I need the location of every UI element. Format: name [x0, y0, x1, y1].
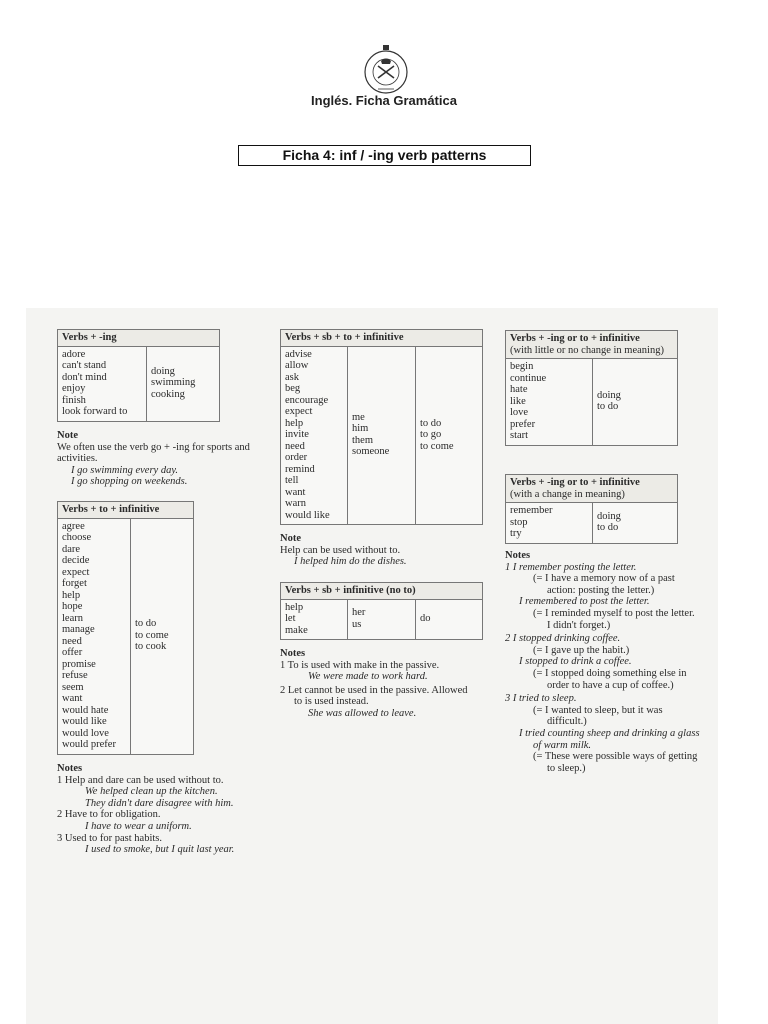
object: them [352, 434, 373, 446]
example-list [146, 347, 199, 421]
notes-change-in-meaning [505, 550, 700, 774]
verb: begin [510, 361, 534, 372]
example: to do [597, 401, 619, 413]
note-line: 1 Help and dare can be used without to. [57, 774, 224, 786]
verb: remind [285, 463, 315, 475]
verb: try [510, 528, 522, 539]
verb: need [285, 440, 305, 452]
note-example: I go swimming every day. [71, 464, 179, 476]
verb: encourage [285, 394, 329, 406]
object: us [352, 618, 362, 630]
example: to do [135, 618, 157, 630]
example: to come [420, 440, 454, 452]
note-heading: Note [280, 533, 301, 544]
verb: would prefer [62, 739, 116, 750]
table-ing-or-to-change [505, 474, 678, 544]
verb: order [285, 452, 308, 463]
verb: refuse [62, 670, 88, 681]
note-example: I tried counting sheep and drinking a glass [519, 727, 700, 739]
note-line: (= These were possible ways of getting [533, 751, 698, 763]
example-list [130, 519, 173, 754]
example: doing [151, 365, 175, 377]
notes-sb-infinitive [280, 648, 468, 720]
document-title: Inglés. Ficha Gramática [311, 93, 457, 108]
verb: prefer [510, 418, 536, 430]
table-ing-or-to-little-change [505, 330, 678, 446]
table-title: Verbs + sb + to + infinitive [281, 330, 482, 347]
note-example: I remembered to post the letter. [519, 596, 650, 608]
example-list [592, 503, 625, 543]
verb-list [281, 600, 347, 640]
verb: look forward to [62, 406, 128, 417]
note-example: 1 I remember posting the letter. [505, 561, 637, 573]
example-list [592, 359, 625, 445]
verb: need [62, 635, 82, 647]
ficha-title: Ficha 4: inf / -ing verb patterns [238, 145, 531, 166]
note-example: I have to wear a uniform. [85, 820, 192, 832]
example: to do [420, 417, 442, 429]
object: me [352, 411, 365, 423]
verb-list [58, 347, 146, 421]
example: to go [420, 429, 442, 440]
note-example: I go shopping on weekends. [71, 476, 188, 488]
table-verbs-sb-to-infinitive [280, 329, 483, 525]
note-line: order to have a cup of coffee.) [547, 679, 674, 691]
verb: like [510, 395, 526, 407]
note-line: 2 Let cannot be used in the passive. Allowed [280, 684, 468, 696]
verb: hate [510, 384, 528, 395]
verb: hope [62, 601, 83, 612]
table-title: Verbs + -ing or to + infinitive [510, 477, 640, 488]
note-line: difficult.) [547, 716, 587, 728]
verb: remember [510, 505, 553, 516]
verb: continue [510, 372, 547, 384]
table-header [506, 475, 677, 503]
note-line: 3 Used to for past habits. [57, 832, 162, 844]
example-list [415, 347, 458, 525]
verb: start [510, 430, 529, 441]
note-line: I didn't forget.) [547, 619, 611, 631]
table-title: Verbs + sb + infinitive (no to) [281, 583, 482, 600]
table-subtitle: (with a change in meaning) [510, 488, 625, 500]
verb: make [285, 624, 308, 636]
note-go-ing [57, 430, 250, 488]
note-line: 1 To is used with make in the passive. [280, 659, 440, 671]
object-list [347, 347, 415, 525]
verb: help [285, 417, 304, 429]
note-line: to is used instead. [294, 696, 369, 708]
verb: help [62, 589, 81, 601]
note-example: I helped him do the dishes. [294, 556, 407, 568]
school-seal-logo [352, 42, 420, 98]
note-example: of warm milk. [533, 739, 592, 751]
example: to do [597, 522, 619, 534]
note-example: We were made to work hard. [308, 671, 428, 683]
example: swimming [151, 377, 196, 389]
notes-to-infinitive [57, 763, 234, 856]
example: do [420, 613, 431, 624]
verb-list [58, 519, 130, 754]
verb-list [281, 347, 347, 525]
notes-heading: Notes [57, 763, 83, 774]
note-example: I stopped to drink a coffee. [519, 656, 632, 668]
verb: expect [285, 406, 313, 417]
note-example: 3 I tried to sleep. [505, 693, 577, 705]
verb: love [510, 407, 529, 418]
note-line: We often use the verb go + -ing for sports and [57, 441, 250, 453]
verb: want [62, 693, 83, 704]
verb: expect [62, 566, 90, 578]
table-verbs-sb-infinitive [280, 582, 483, 640]
verb-list [506, 359, 592, 445]
note-line: (= I have a memory now of a past [533, 573, 675, 585]
notes-heading: Notes [505, 550, 531, 561]
verb: beg [285, 383, 301, 394]
verb: don't mind [62, 371, 107, 383]
example-list [415, 600, 435, 640]
verb: tell [285, 475, 299, 486]
verb: finish [62, 394, 86, 406]
note-line: action: posting the letter.) [547, 584, 655, 596]
note-example: They didn't dare disagree with him. [85, 797, 234, 809]
note-heading: Note [57, 430, 78, 441]
verb: advise [285, 348, 312, 360]
note-line: (= I stopped doing something else in [533, 667, 687, 679]
verb: decide [62, 555, 90, 566]
table-title: Verbs + to + infinitive [58, 502, 193, 519]
verb: would hate [62, 704, 109, 716]
verb: forget [62, 578, 87, 589]
example: doing [597, 389, 621, 401]
example: cooking [151, 388, 185, 400]
verb: adore [62, 348, 86, 360]
note-example: 2 I stopped drinking coffee. [505, 633, 621, 645]
note-line: (= I wanted to sleep, but it was [533, 704, 663, 716]
verb: would like [285, 509, 330, 521]
note-help [280, 533, 407, 568]
object-list [347, 600, 415, 640]
example: to come [135, 629, 169, 641]
verb: dare [62, 543, 81, 555]
verb: enjoy [62, 383, 86, 394]
notes-heading: Notes [280, 648, 306, 659]
table-verbs-ing [57, 329, 220, 422]
table-header [506, 331, 677, 359]
note-line: (= I gave up the habit.) [533, 644, 630, 656]
note-line: (= I reminded myself to post the letter. [533, 607, 695, 619]
table-subtitle: (with little or no change in meaning) [510, 344, 664, 356]
verb: can't stand [62, 360, 107, 371]
example: doing [597, 510, 621, 522]
verb: offer [62, 647, 83, 658]
note-line: to sleep.) [547, 762, 586, 774]
object: someone [352, 446, 390, 458]
verb: promise [62, 658, 96, 670]
example: to cook [135, 641, 167, 653]
verb: invite [285, 429, 309, 440]
table-title: Verbs + -ing [58, 330, 219, 347]
verb: seem [62, 681, 84, 693]
note-line: 2 Have to for obligation. [57, 809, 161, 821]
verb-list [506, 503, 592, 543]
verb: manage [62, 624, 95, 635]
note-example: I used to smoke, but I quit last year. [85, 844, 235, 856]
verb: ask [285, 371, 299, 383]
verb: help [285, 601, 304, 613]
verb: would like [62, 716, 107, 727]
table-verbs-to-infinitive [57, 501, 194, 755]
object: him [352, 423, 369, 435]
verb: allow [285, 360, 309, 371]
note-line: activities. [57, 453, 98, 465]
verb: stop [510, 516, 528, 528]
verb: learn [62, 612, 83, 624]
note-example: She was allowed to leave. [308, 707, 417, 719]
note-example: We helped clean up the kitchen. [85, 786, 218, 798]
note-line: Help can be used without to. [280, 544, 401, 556]
table-title: Verbs + -ing or to + infinitive [510, 333, 640, 344]
verb: warn [285, 498, 306, 509]
verb: would love [62, 727, 109, 739]
verb: choose [62, 532, 92, 543]
verb: let [285, 613, 296, 624]
verb: agree [62, 520, 85, 532]
object: her [352, 607, 366, 619]
verb: want [285, 486, 306, 498]
